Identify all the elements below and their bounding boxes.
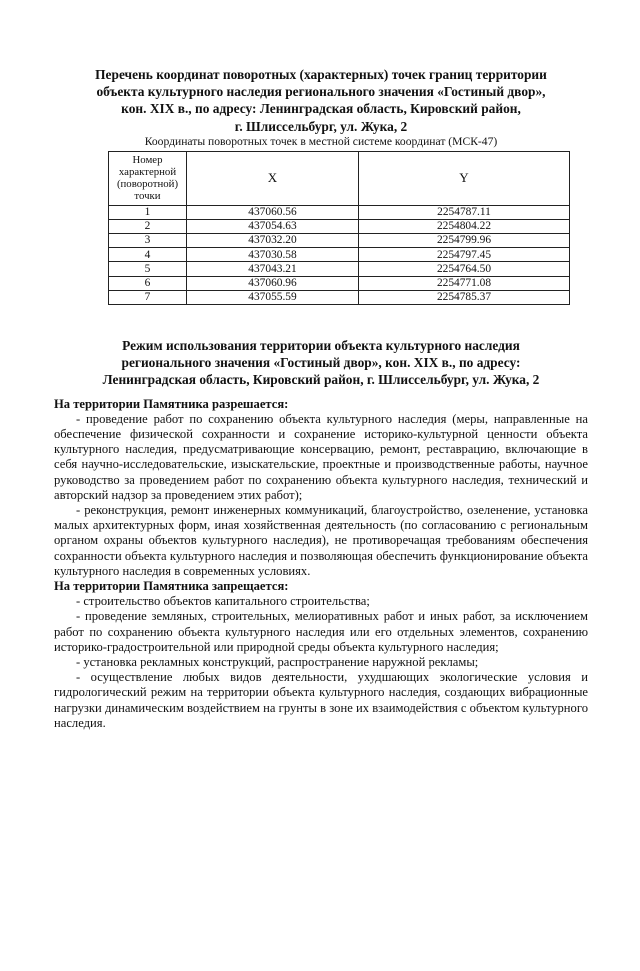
cell-y: 2254799.96 bbox=[359, 234, 570, 248]
header-line: (поворотной) bbox=[116, 178, 179, 191]
allowed-item: - проведение работ по сохранению объекта культурного наследия (меры, направленные на обеспечение физической сохранности и сохранение историко-культурной ценности объекта культурного наследия, предусматривающие консервацию, ремонт, реставрацию, включающие в себя научно-исследовательские, изыскательские, проектные и производственные работы, научное руководство за проведением работ по сохранению объекта культурного наследия, технический и авторский надзор за проведением этих работ); bbox=[54, 411, 588, 502]
cell-point-number: 2 bbox=[109, 219, 187, 233]
forbidden-item: - проведение земляных, строительных, мелиоративных работ и иных работ, за исключением работ по сохранению объекта культурного наследия или его отдельных элементов, сохранению историко-градостроительной или природной среды объекта культурного наследия; bbox=[54, 609, 588, 654]
header-y: Y bbox=[359, 151, 570, 205]
cell-point-number: 6 bbox=[109, 276, 187, 290]
coordinates-heading bbox=[54, 66, 588, 135]
table-row bbox=[109, 205, 570, 219]
table-row bbox=[109, 262, 570, 276]
regime-body bbox=[54, 397, 588, 731]
table-body bbox=[109, 205, 570, 304]
document-page bbox=[0, 66, 640, 971]
cell-x: 437055.59 bbox=[187, 290, 359, 304]
forbidden-item: - строительство объектов капитального строительства; bbox=[76, 594, 370, 609]
heading-line: г. Шлиссельбург, ул. Жука, 2 bbox=[234, 118, 408, 134]
cell-y: 2254785.37 bbox=[359, 290, 570, 304]
cell-y: 2254797.45 bbox=[359, 248, 570, 262]
table-row bbox=[109, 219, 570, 233]
cell-x: 437054.63 bbox=[187, 219, 359, 233]
cell-point-number: 1 bbox=[109, 205, 187, 219]
header-line: характерной bbox=[118, 166, 177, 179]
cell-y: 2254771.08 bbox=[359, 276, 570, 290]
heading-line: Ленинградская область, Кировский район, г. Шлиссельбург, ул. Жука, 2 bbox=[102, 372, 540, 388]
header-x: X bbox=[187, 151, 359, 205]
cell-y: 2254787.11 bbox=[359, 205, 570, 219]
table-row bbox=[109, 290, 570, 304]
heading-line: кон. XIX в., по адресу: Ленинградская область, Кировский район, bbox=[121, 101, 521, 117]
table-header-row bbox=[109, 151, 570, 205]
heading-line: объекта культурного наследия регионального значения «Гостиный двор», bbox=[96, 84, 546, 100]
forbidden-item: - осуществление любых видов деятельности, ухудшающих экологические условия и гидрологический режим на территории объекта культурного наследия, создающих вибрационные нагрузки динамическим воздействием на грунты в зоне их взаимодействия с объектом культурного наследия. bbox=[54, 670, 588, 730]
header-line: точки bbox=[134, 190, 161, 203]
allowed-heading: На территории Памятника разрешается: bbox=[54, 396, 289, 411]
cell-y: 2254804.22 bbox=[359, 219, 570, 233]
heading-line: Режим использования территории объекта культурного наследия bbox=[122, 337, 520, 353]
table-row bbox=[109, 276, 570, 290]
cell-point-number: 3 bbox=[109, 234, 187, 248]
table-row bbox=[109, 248, 570, 262]
cell-x: 437032.20 bbox=[187, 234, 359, 248]
forbidden-heading: На территории Памятника запрещается: bbox=[54, 578, 289, 593]
cell-point-number: 7 bbox=[109, 290, 187, 304]
cell-y: 2254764.50 bbox=[359, 262, 570, 276]
coordinates-table bbox=[108, 151, 570, 305]
cell-point-number: 5 bbox=[109, 262, 187, 276]
forbidden-item: - установка рекламных конструкций, распространение наружной рекламы; bbox=[76, 655, 479, 669]
heading-line: регионального значения «Гостиный двор», кон. XIX в., по адресу: bbox=[121, 355, 521, 371]
cell-x: 437060.56 bbox=[187, 205, 359, 219]
regime-heading bbox=[54, 337, 588, 389]
cell-x: 437043.21 bbox=[187, 262, 359, 276]
header-point-number bbox=[109, 151, 187, 205]
coordinates-subtitle: Координаты поворотных точек в местной системе координат (МСК-47) bbox=[144, 134, 498, 148]
cell-x: 437030.58 bbox=[187, 248, 359, 262]
cell-x: 437060.96 bbox=[187, 276, 359, 290]
header-line: Номер bbox=[132, 153, 163, 166]
allowed-item: - реконструкция, ремонт инженерных коммуникаций, благоустройство, озеленение, установка малых архитектурных форм, иная хозяйственная деятельность (по согласованию с региональным органом охраны объектов культурного наследия), не противоречащая требованиям обеспечения сохранности объекта культурного наследия и позволяющая обеспечить функционирование объекта культурного наследия в современных условиях. bbox=[54, 502, 588, 578]
heading-line: Перечень координат поворотных (характерных) точек границ территории bbox=[95, 67, 547, 82]
cell-point-number: 4 bbox=[109, 248, 187, 262]
table-row bbox=[109, 234, 570, 248]
